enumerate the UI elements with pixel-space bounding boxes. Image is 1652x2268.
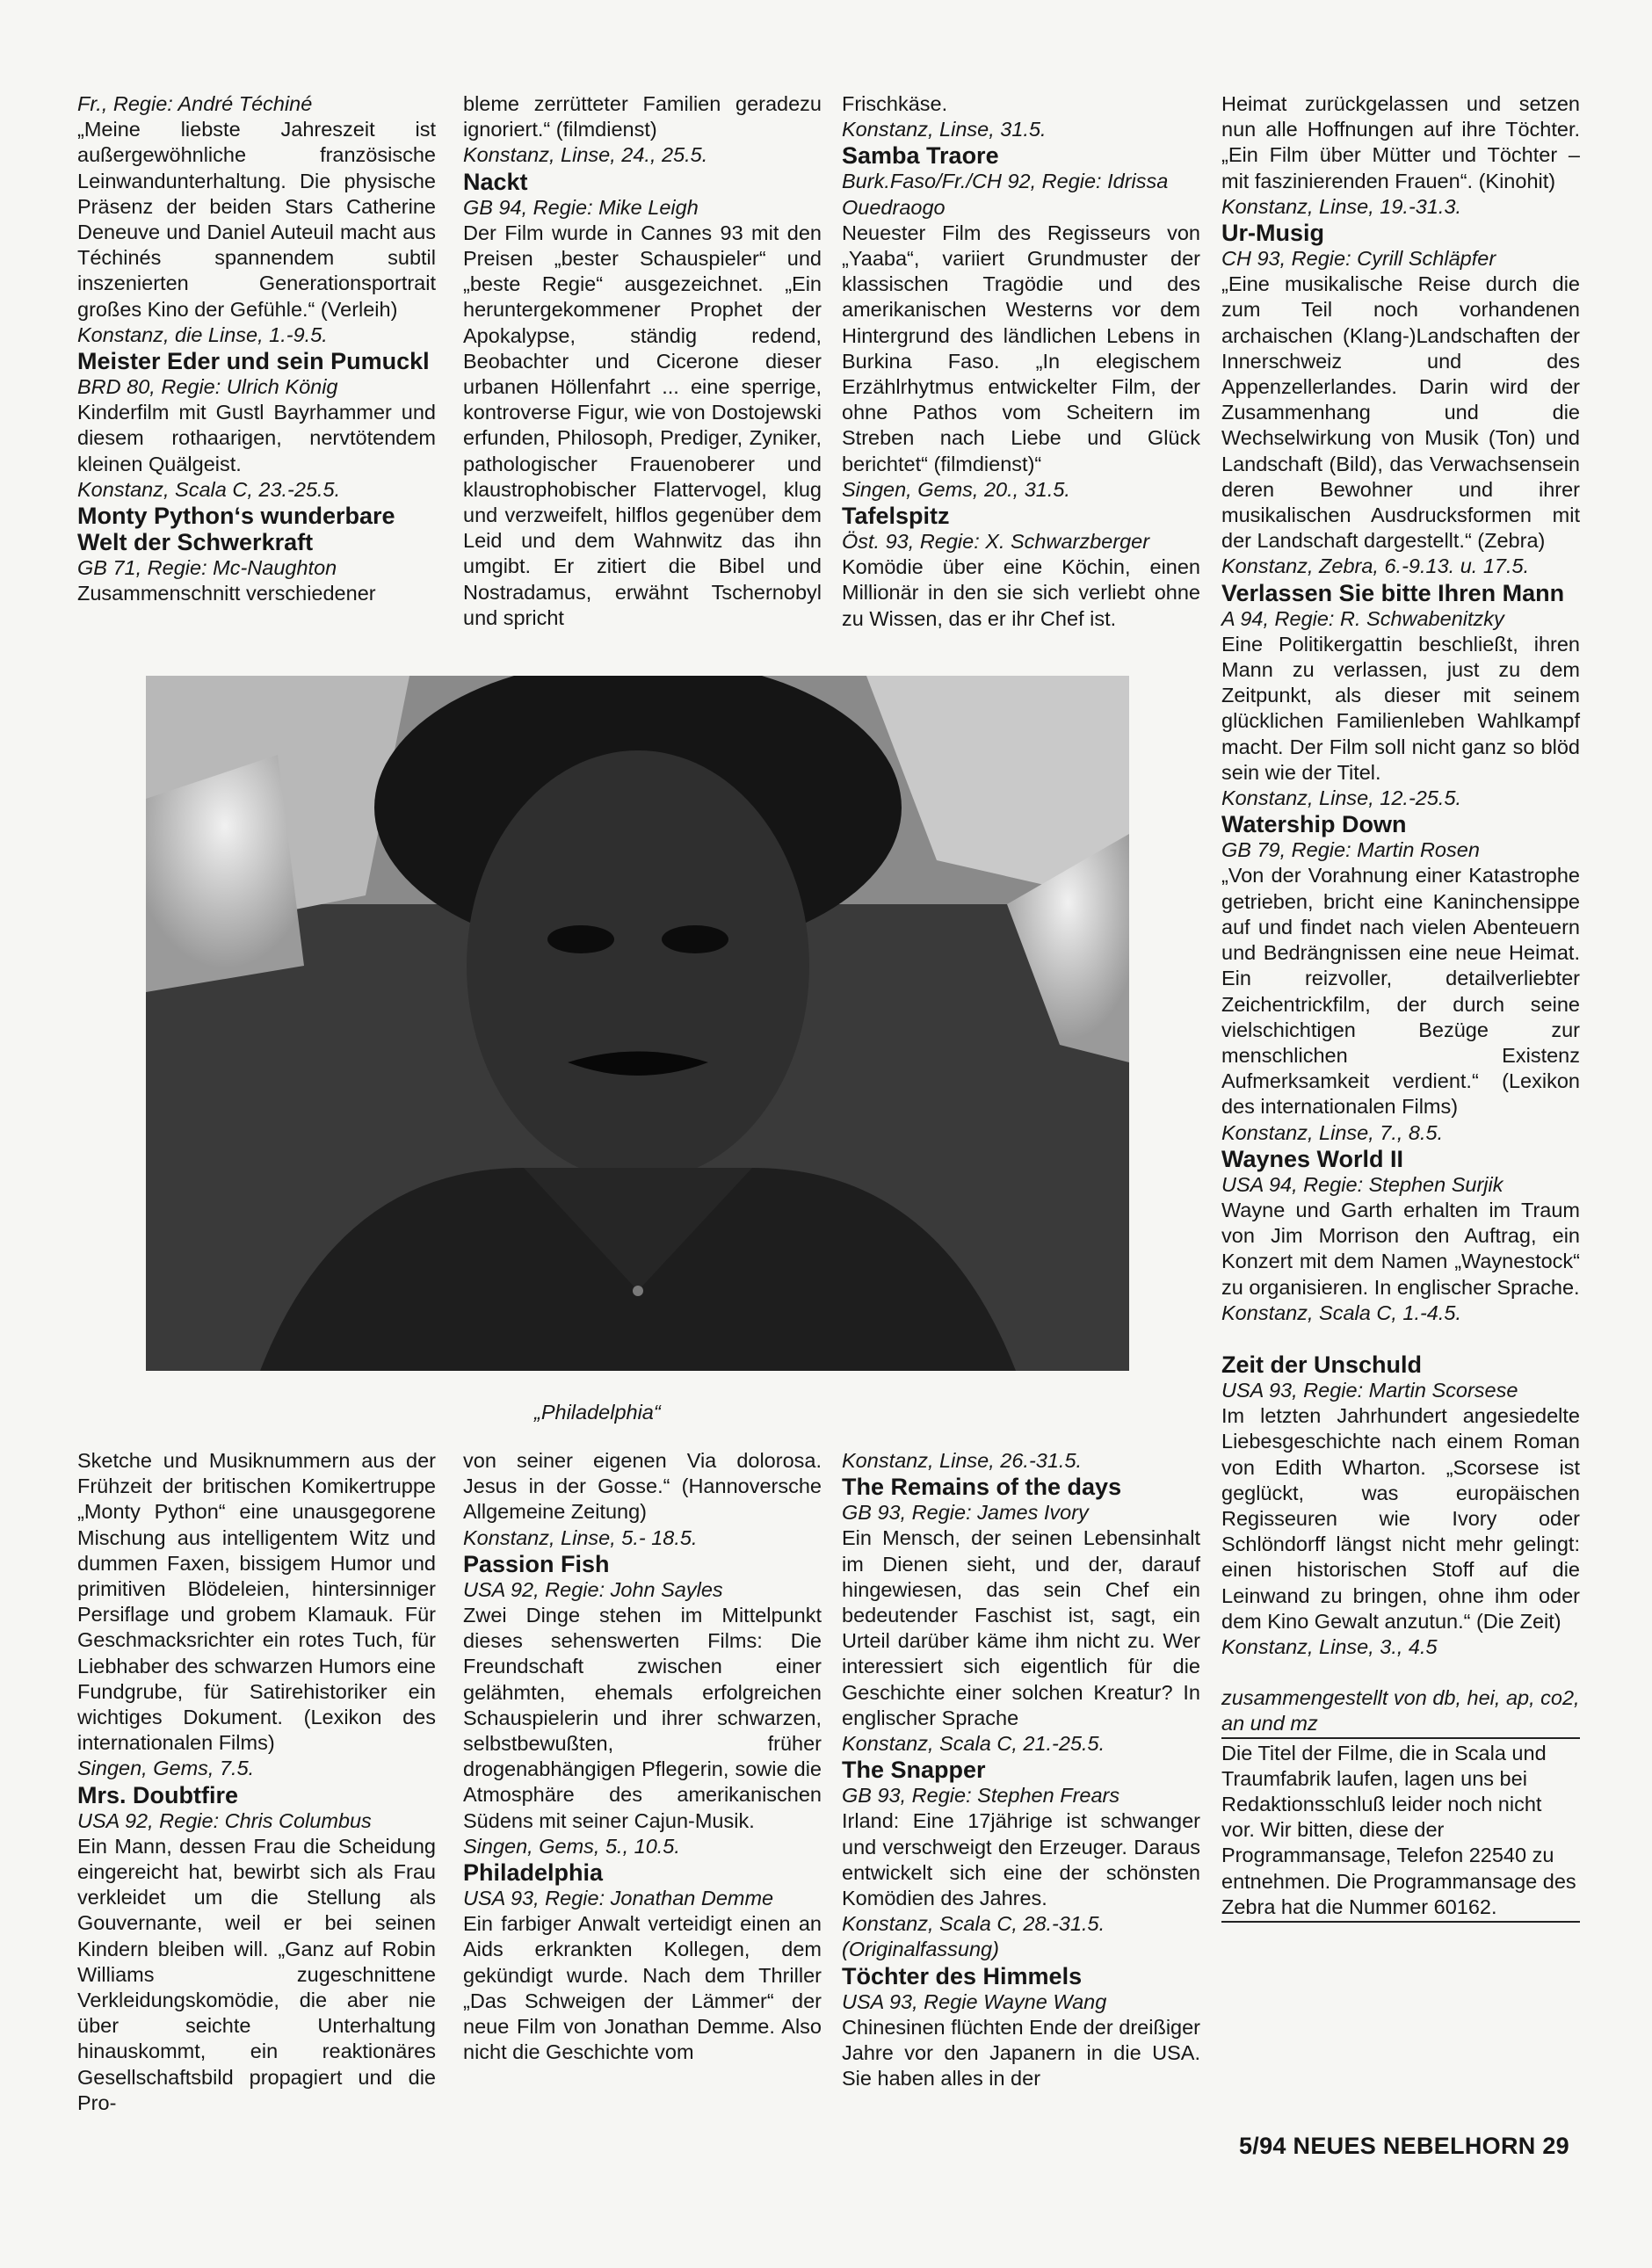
film-text: Frischkäse. [842,92,948,115]
film-text: Komödie über eine Köchin, einen Millionär in den sie sich verliebt ohne zu Wissen, das er ihr Chef ist. [842,555,1200,630]
film-meta: Öst. 93, Regie: X. Schwarzberger [842,530,1150,554]
film-text: bleme zerrütteter Familien geradezu ignoriert.“ (filmdienst) [463,92,822,141]
column-3-top [842,91,1200,632]
film-text: Ein Mann, dessen Frau die Scheidung eingereicht hat, bewirbt sich als Frau verkleidet um die Stellung als Gouvernante, weil er bei seinen Kindern bleiben will. „Ganz auf Robin Williams zugeschnittene Verkleidungskomödie, die aber nie über seichte Unterhaltung hinauskommt, ein reaktionäres Gesellschaftsbild propagiert und die Pro- [77,1834,436,2114]
film-title: Zeit der Unschuld [1221,1351,1423,1378]
film-text: Wayne und Garth erhalten im Traum von Jim Morrison den Auftrag, ein Konzert mit dem Namen „Waynestock“ zu organisieren. In englischer Sprache. [1221,1198,1580,1299]
film-text: Sketche und Musiknummern aus der Frühzeit der britischen Komikertruppe „Monty Python“ eine unausgegorene Mischung aus intelligentem Witz und dummen Faxen, bissigem Humor und primitiven Blödeleien, hintersinniger Persiflage und grobem Klamauk. Für Geschmacksrichter ein rotes Tuch, für Liebhaber des schwarzen Humors eine Fundgrube, für Satirehistoriker ein wichtiges Dokument. (Lexikon des internationalen Films) [77,1449,436,1755]
film-meta: GB 94, Regie: Mike Leigh [463,195,699,219]
film-meta: Konstanz, Linse, 7., 8.5. [1221,1120,1444,1144]
film-meta: USA 93, Regie: Martin Scorsese [1221,1378,1518,1402]
film-text: Kinderfilm mit Gustl Bayrhammer und diesem rothaarigen, nervtötendem kleinen Quälgeist. [77,401,436,475]
film-title: Watership Down [1221,811,1407,838]
film-text: Irland: Eine 17jährige ist schwanger und verschweigt den Erzeuger. Daraus entwickelt sich eine der schönsten Komödien des Jahres. [842,1809,1200,1910]
film-meta: Konstanz, Linse, 19.-31.3. [1221,194,1462,218]
film-meta: Singen, Gems, 7.5. [77,1757,255,1780]
film-meta: USA 93, Regie Wayne Wang [842,1989,1107,2013]
column-3-bottom [842,1448,1200,2091]
film-meta: Konstanz, Linse, 26.-31.5. [842,1449,1083,1472]
film-meta: Konstanz, Linse, 5.- 18.5. [463,1525,698,1549]
film-title: Meister Eder und sein Pumuckl [77,348,430,375]
film-meta: GB 79, Regie: Martin Rosen [1221,838,1480,862]
film-text: Der Film wurde in Cannes 93 mit den Preisen „bester Schauspieler“ und „beste Regie“ ausgezeichnet. „Ein heruntergekommener Prophet der Apokalypse, ständig redend, Beobachter und Cicerone dieser urbanen Höllenfahrt ... eine sperrige, kontroverse Figur, wie von Dostojewski erfunden, Philosoph, Prediger, Zyniker, pathologischer Frauenoberer und klaustrophobischer Flattervogel, klug und verzweifelt, hilflos gegenüber dem Leid und dem Wahnwitz das ihn umgibt. Er zitiert die Bibel und Nostradamus, erwähnt Tschernobyl und spricht [463,221,822,629]
film-title: The Remains of the days [842,1474,1122,1501]
film-meta: GB 93, Regie: James Ivory [842,1501,1089,1525]
film-title: Passion Fish [463,1550,610,1577]
film-meta: Fr., Regie: André Téchiné [77,92,313,115]
film-text: Chinesinen flüchten Ende der dreißiger Jahre vor den Japanern in die USA. Sie haben alles in der [842,2015,1200,2090]
film-title: Ur-Musig [1221,220,1324,247]
portrait-photo [146,676,1129,1371]
film-title: Tafelspitz [842,503,950,530]
film-meta: Singen, Gems, 20., 31.5. [842,477,1070,501]
film-meta: Konstanz, Linse, 24., 25.5. [463,143,708,167]
film-title: The Snapper [842,1757,986,1784]
film-meta: GB 71, Regie: Mc-Naughton [77,556,337,580]
film-text: Neuester Film des Regisseurs von „Yaaba“, variiert Grundmuster der klassischen Tragödie und des amerikanischen Westerns vor dem Hintergrund des ländlichen Lebens in Burkina Faso. „In elegischem Erzählrhytmus entwickelter Film, der ohne Pathos vom Scheitern im Streben nach Liebe und Glück berichtet“ (filmdienst)“ [842,221,1200,475]
column-1-bottom [77,1448,436,2116]
film-text: Zusammenschnitt verschiedener [77,582,376,605]
film-text: Heimat zurückgelassen und setzen nun alle Hoffnungen auf ihre Töchter. „Ein Film über Mütter und Töchter – mit faszinierenden Frauen“. (Kinohit) [1221,92,1580,192]
film-text: „Eine musikalische Reise durch die zum Teil noch vorhandenen archaischen (Klang-)Landschaften der Innerschweiz und des Appenzellerlandes. Darin wird der Zusammenhang und die Wechselwirkung von Musik (Ton) und Landschaft (Bild), das Verwachsensein deren Bewohner und ihrer musikalischen Ausdrucksformen mit der Landschaft dargestellt.“ (Zebra) [1221,272,1580,553]
column-4 [1221,91,1580,1923]
film-meta: Konstanz, Zebra, 6.-9.13. u. 17.5. [1221,554,1530,578]
film-meta: Konstanz, die Linse, 1.-9.5. [77,322,328,346]
column-2-bottom [463,1448,822,2065]
film-text: Ein farbiger Anwalt verteidigt einen an Aids erkrankten Kollegen, dem gekündigt wurde. Nach dem Thriller „Das Schweigen der Lämmer“ der neue Film von Jonathan Demme. Also nicht die Geschichte vom [463,1912,822,2064]
film-meta: USA 92, Regie: Chris Columbus [77,1808,372,1832]
film-meta: USA 94, Regie: Stephen Surjik [1221,1172,1503,1196]
film-title: Monty Python‘s wunderbare Welt der Schwerkraft [77,503,395,556]
film-text: „Von der Vorahnung einer Katastrophe getrieben, bricht eine Kaninchensippe auf und findet nach vielen Abenteuern und Bedrängnissen eine neue Heimat. Ein reizvoller, detailverliebter Zeichentrickfilm, der durch seine vielschichtigen Bezüge zur menschlichen Existenz Aufmerksamkeit verdient.“ (Lexikon des internationalen Films) [1221,864,1580,1119]
film-meta: Konstanz, Linse, 31.5. [842,118,1047,141]
film-meta: Konstanz, Linse, 12.-25.5. [1221,786,1462,810]
film-meta: Konstanz, Scala C, 1.-4.5. [1221,1301,1462,1324]
film-meta: BRD 80, Regie: Ulrich König [77,375,338,399]
film-title: Samba Traore [842,142,999,170]
notice-box: Die Titel der Filme, die in Scala und Traumfabrik laufen, lagen uns bei Redaktionsschluß leider noch nicht vor. Wir bitten, diese der Programmansage, Telefon 22540 zu entnehmen. Die Programmansage des Zebra hat die Nummer 60162. [1221,1737,1580,1923]
film-meta: Konstanz, Scala C, 28.-31.5. (Originalfassung) [842,1912,1105,1961]
film-meta: CH 93, Regie: Cyrill Schläpfer [1221,247,1496,271]
film-meta: Konstanz, Linse, 3., 4.5 [1221,1634,1438,1658]
film-text: Ein Mensch, der seinen Lebensinhalt im Dienen sieht, und der, darauf hingewiesen, das sein Chef ein bedeutender Faschist ist, sagt, ein Urteil darüber käme ihm nicht zu. Wer interessiert sich eigentlich für die Geschichte einer solchen Kreatur? In englischer Sprache [842,1526,1200,1729]
film-text: Zwei Dinge stehen im Mittelpunkt dieses sehenswerten Films: Die Freundschaft zwischen einer gelähmten, ehemals erfolgreichen Schauspielerin und ihrer schwarzen, selbstbewußten, früher drogenabhängigen Pflegerin, sowie die Atmosphäre des amerikanischen Südens mit seiner Cajun-Musik. [463,1604,822,1832]
column-1-top [77,91,436,606]
film-meta: GB 93, Regie: Stephen Frears [842,1784,1120,1808]
spacer [1221,1326,1580,1351]
film-title: Waynes World II [1221,1145,1404,1172]
film-meta: Singen, Gems, 5., 10.5. [463,1834,680,1858]
column-2-top [463,91,822,631]
page-footer: 5/94 NEUES NEBELHORN 29 [1238,2133,1569,2159]
film-text: „Meine liebste Jahreszeit ist außergewöhnliche französische Leinwandunterhaltung. Die physische Präsenz der beiden Stars Catherine Deneuve und Daniel Auteuil macht aus Téchinés spannendem subtil inszenierten Generationsportrait großes Kino der Gefühle.“ (Verleih) [77,118,436,321]
film-meta: USA 92, Regie: John Sayles [463,1577,723,1601]
film-title: Verlassen Sie bitte Ihren Mann [1221,579,1565,606]
film-text: Im letzten Jahrhundert angesiedelte Liebesgeschichte nach einem Roman von Edith Wharton. „Scorsese ist geglückt, was europäischen Regisseuren wie Ivory oder Schlöndorff längst nicht mehr gelingt: einen historischen Stoff auf die Leinwand zu bringen, ohne ihm oder dem Kino Gewalt anzutun.“ (Die Zeit) [1221,1404,1580,1633]
photo-caption: „Philadelphia“ [534,1401,661,1424]
film-meta: A 94, Regie: R. Schwabenitzky [1221,606,1504,630]
film-meta: Burk.Faso/Fr./CH 92, Regie: Idrissa Ouedraogo [842,170,1169,219]
film-title: Mrs. Doubtfire [77,1781,239,1808]
film-meta: Konstanz, Scala C, 23.-25.5. [77,477,341,501]
film-text: Eine Politikergattin beschließt, ihren Mann zu verlassen, just zu dem Zeitpunkt, als dieser mit seinem glücklichen Familienleben Wahlkampf macht. Der Film soll nicht ganz so blöd sein wie der Titel. [1221,632,1580,784]
film-text: von seiner eigenen Via dolorosa. Jesus in der Gosse.“ (Hannoversche Allgemeine Zeitung) [463,1449,822,1524]
film-title: Nackt [463,168,528,195]
film-meta: USA 93, Regie: Jonathan Demme [463,1887,774,1910]
film-title: Töchter des Himmels [842,1962,1083,1989]
film-meta: zusammengestellt von db, hei, ap, co2, an und mz [1221,1686,1580,1735]
spacer [1221,1660,1580,1685]
film-meta: Konstanz, Scala C, 21.-25.5. [842,1732,1105,1756]
film-title: Philadelphia [463,1859,604,1887]
